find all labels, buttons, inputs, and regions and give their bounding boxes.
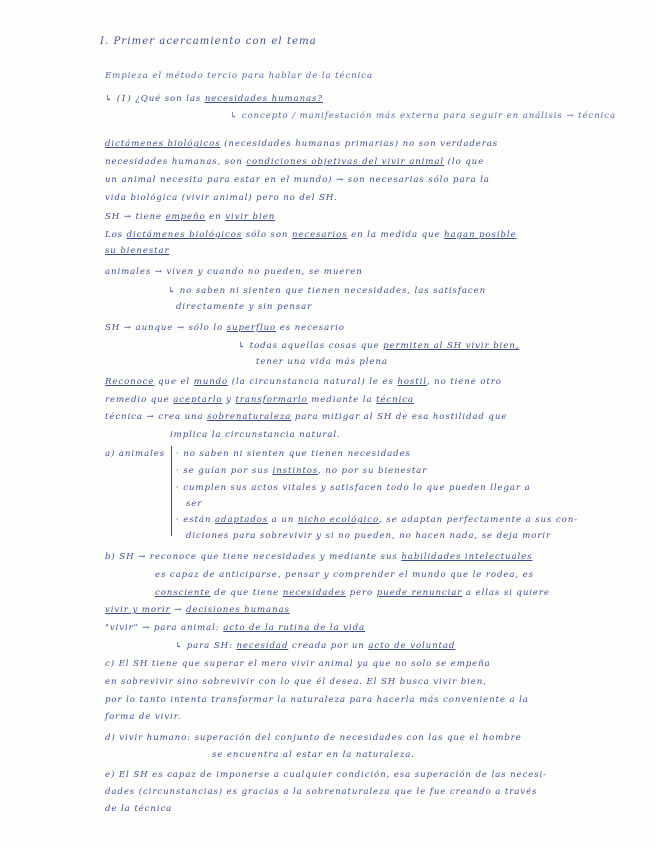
- list-label: a) animales: [105, 449, 166, 459]
- note-line: necesidades humanas, son condiciones objetivas del vivir animal (lo que: [105, 157, 485, 167]
- note-line: c) El SH tiene que superar el mero vivir animal ya que no solo se empeña: [105, 659, 491, 669]
- note-line: remedio que aceptarlo y transformarlo mediante la técnica: [105, 395, 414, 405]
- note-line: un animal necesita para estar en el mundo) → son necesarias sólo para la: [105, 175, 490, 185]
- note-line: en sobrevivir sino sobrevivir con lo que él desea. El SH busca vivir bien,: [105, 677, 487, 687]
- note-line: ↳ concepto / manifestación más externa para seguir en análisis → técnica: [230, 111, 616, 121]
- question-line: ↳ (1) ¿Qué son las necesidades humanas?: [105, 94, 323, 104]
- brace-mark: [171, 446, 172, 536]
- note-line: · no saben ni sienten que tienen necesidades: [176, 449, 411, 459]
- note-line: · están adaptados a un nicho ecológico, se adaptan perfectamente a sus con-: [176, 515, 578, 525]
- note-line: diciones para sobrevivir y si no pueden, no hacen nada, se deja morir: [186, 531, 552, 541]
- note-line: animales → viven y cuando no pueden, se mueren: [105, 267, 363, 277]
- note-line: vida biológica (vivir animal) pero no del SH.: [105, 193, 338, 203]
- note-line: de la técnica: [105, 804, 173, 814]
- note-line: tener una vida más plena: [256, 357, 388, 367]
- note-line: SH → aunque → sólo lo superfluo es necesario: [105, 323, 345, 333]
- note-line: · se guían por sus instintos, no por su bienestar: [176, 466, 428, 476]
- note-line: dictámenes biológicos (necesidades humanas primarias) no son verdaderas: [105, 139, 499, 149]
- note-line: Los dictámenes biológicos sólo son necesarios en la medida que hagan posible: [105, 230, 517, 240]
- note-line: forma de vivir.: [105, 712, 182, 722]
- note-line: "vivir" → para animal: acto de la rutina de la vida: [105, 623, 366, 633]
- note-line: por lo tanto intenta transformar la naturaleza para hacerla más conveniente a la: [105, 695, 529, 705]
- page-title: I. Primer acercamiento con el tema: [100, 36, 317, 47]
- note-line: técnica → crea una sobrenaturaleza para mitigar al SH de esa hostilidad que: [105, 412, 508, 422]
- note-line: ↳ no saben ni sienten que tienen necesidades, las satisfacen: [168, 286, 487, 296]
- note-line: Reconoce que el mundo (la circunstancia natural) le es hostil, no tiene otro: [105, 377, 502, 387]
- note-line: Empieza el método tercio para hablar de la técnica: [105, 71, 374, 81]
- note-line: SH → tiene empeño en vivir bien: [105, 212, 276, 222]
- note-line: vivir y morir → decisiones humanas: [105, 605, 290, 615]
- note-line: ser: [186, 499, 203, 509]
- note-line: ↳ todas aquellas cosas que permiten al SH vivir bien,: [238, 341, 520, 351]
- note-line: su bienestar: [105, 246, 170, 256]
- note-line: directamente y sin pensar: [176, 302, 313, 312]
- note-line: e) El SH es capaz de imponerse a cualquier condición, esa superación de las necesi-: [105, 770, 547, 780]
- note-line: ↳ para SH: necesidad creada por un acto de voluntad: [175, 641, 456, 651]
- note-line: dades (circunstancias) es gracias a la sobrenaturaleza que le fue creando a través: [105, 787, 538, 797]
- note-line: consciente de que tiene necesidades pero puede renunciar a ellas si quiere: [155, 588, 550, 598]
- note-line: b) SH → reconoce que tiene necesidades y mediante sus habilidades intelectuales: [105, 552, 533, 562]
- note-line: implica la circunstancia natural.: [170, 430, 341, 440]
- note-line: se encuentra al estar en la naturaleza.: [212, 750, 415, 760]
- note-line: · cumplen sus actos vitales y satisfacen todo lo que pueden llegar a: [176, 483, 531, 493]
- note-line: d) vivir humano: superación del conjunto de necesidades con las que el hombre: [105, 733, 522, 743]
- note-line: es capaz de anticiparse, pensar y comprender el mundo que le rodea, es: [155, 570, 534, 580]
